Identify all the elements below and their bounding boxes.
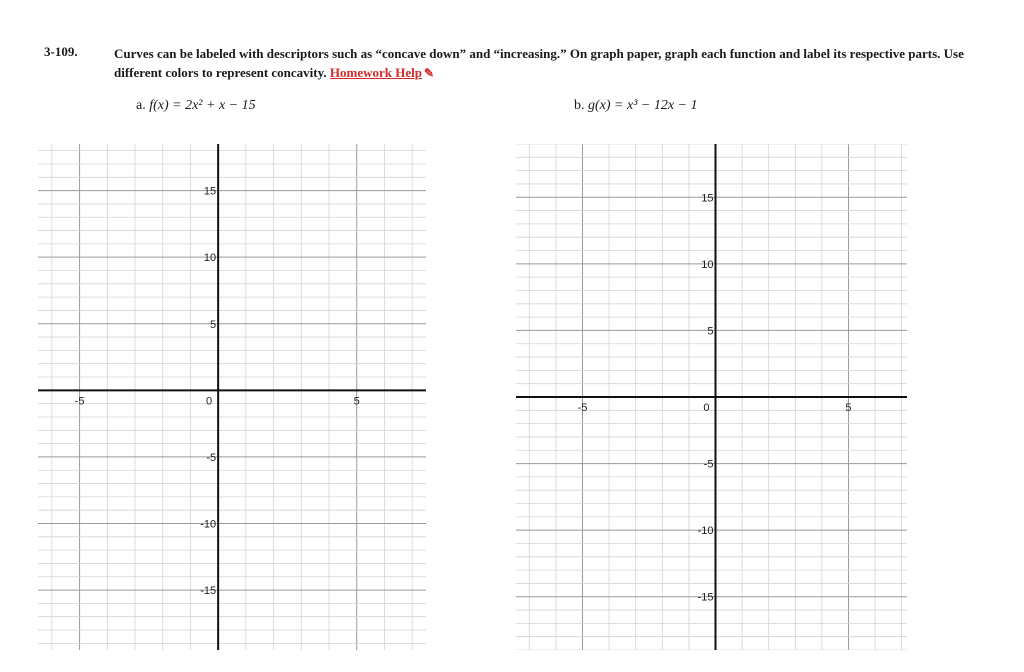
y-tick-label: 5 <box>707 325 714 338</box>
x-tick-label: -5 <box>74 395 85 408</box>
part-a-label <box>136 98 256 114</box>
part-b-label <box>574 98 698 114</box>
y-tick-label: 10 <box>203 252 217 265</box>
y-tick-label: -5 <box>206 451 217 464</box>
homework-help-label: Homework Help <box>329 65 422 80</box>
x-tick-label: 5 <box>353 395 360 408</box>
x-tick-label: 0 <box>703 402 710 414</box>
part-a-function: f(x) = 2x² + x − 15 <box>149 98 256 113</box>
y-tick-label: 5 <box>210 318 217 331</box>
x-tick-label: 0 <box>206 395 213 408</box>
y-tick-label: -10 <box>200 518 217 531</box>
x-tick-label: 5 <box>845 402 852 414</box>
pencil-icon: ✎ <box>423 66 435 80</box>
part-b-letter: b. <box>574 98 585 113</box>
y-tick-label: -5 <box>703 458 714 471</box>
part-b-function: g(x) = x³ − 12x − 1 <box>588 98 698 113</box>
y-tick-label: 10 <box>701 258 714 271</box>
graph-a <box>38 144 426 650</box>
y-tick-label: -15 <box>200 585 217 598</box>
x-tick-label: -5 <box>577 402 588 414</box>
y-tick-label: -10 <box>697 525 714 538</box>
part-a-letter: a. <box>136 98 146 113</box>
y-tick-label: 15 <box>701 192 714 205</box>
problem-number: 3-109. <box>44 44 78 59</box>
y-tick-label: -15 <box>697 591 714 604</box>
graph-b <box>516 144 907 650</box>
homework-help-link[interactable] <box>330 65 434 80</box>
y-tick-label: 15 <box>203 185 217 198</box>
problem-text: Curves can be labeled with descriptors such as “concave down” and “increasing.” On graph paper, graph each function and label its respective parts. Use different colors to represent concavity. <box>114 46 964 80</box>
problem-statement <box>114 44 994 83</box>
